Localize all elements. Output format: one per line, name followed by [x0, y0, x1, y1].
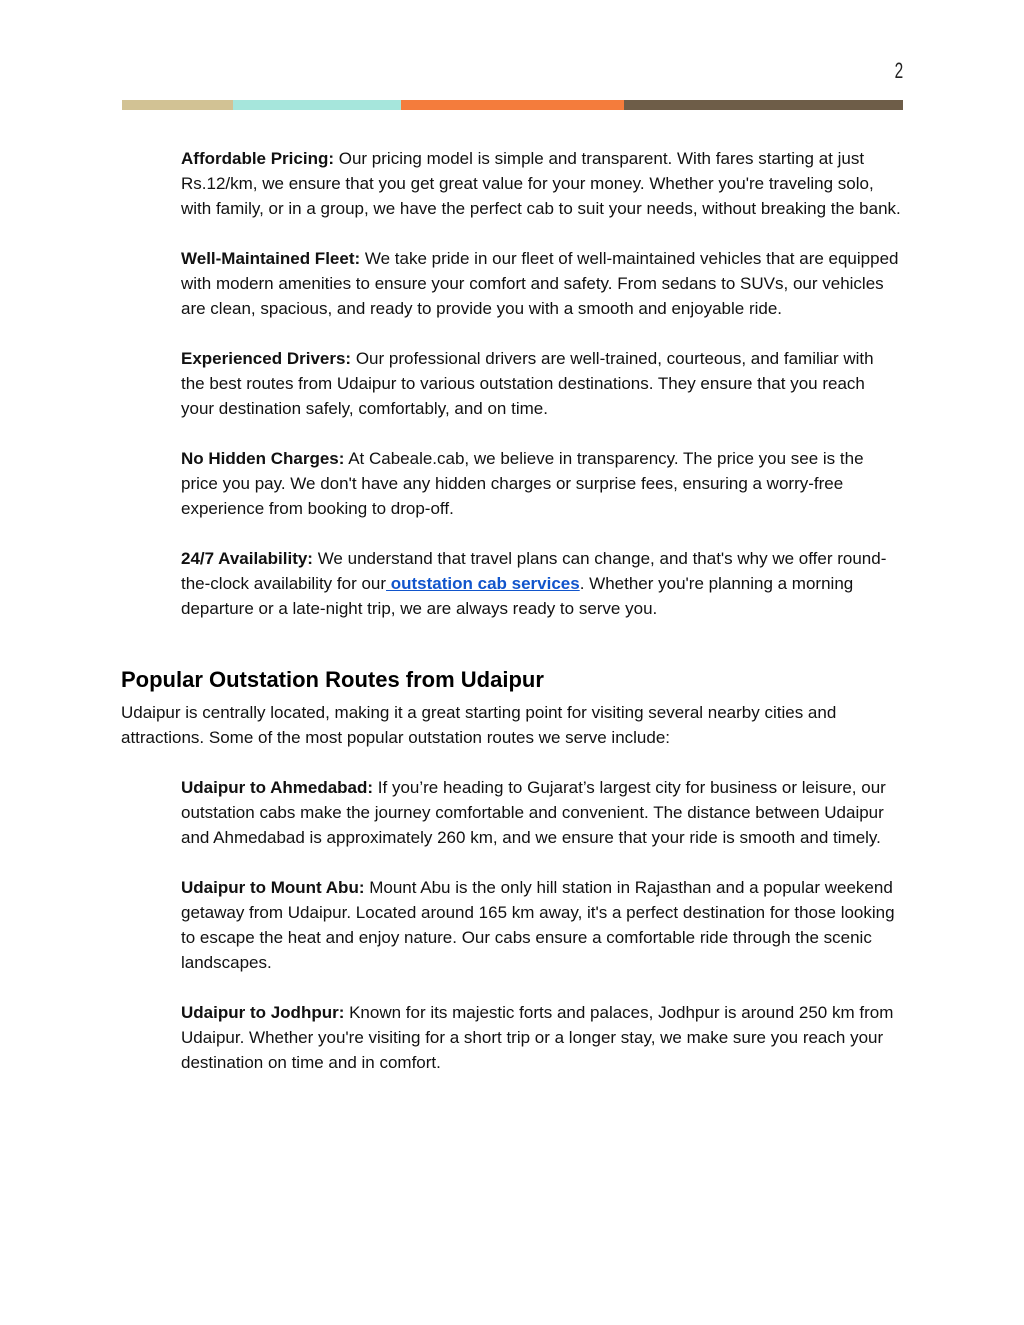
- feature-well-maintained-fleet: [181, 246, 901, 321]
- feature-text: We take pride in our fleet of well-maintained vehicles that are equipped with modern amenities to ensure your comfort and safety. From sedans to SUVs, our vehicles are clean, spacious, and ready to provide you with a smooth and enjoyable ride.: [181, 249, 899, 318]
- route-text: Known for its majestic forts and palaces, Jodhpur is around 250 km from Udaipur. Whether you're visiting for a short trip or a longer stay, we make sure you reach your destination on time and in comfort.: [181, 1003, 894, 1072]
- feature-experienced-drivers: [181, 346, 901, 421]
- feature-text: We understand that travel plans can change, and that's why we offer round-the-clock availability for our: [181, 549, 887, 593]
- feature-title: Well-Maintained Fleet:: [181, 249, 361, 268]
- routes-list: [121, 775, 901, 1075]
- outstation-cab-services-link[interactable]: outstation cab services: [386, 574, 580, 593]
- route-title: Udaipur to Jodhpur:: [181, 1003, 345, 1022]
- route-ahmedabad: [181, 775, 901, 850]
- section-intro: Udaipur is centrally located, making it a great starting point for visiting several nearby cities and attractions. Some of the most popular outstation routes we serve include:: [121, 703, 837, 747]
- section-heading: Popular Outstation Routes from Udaipur: [121, 667, 544, 692]
- route-mount-abu: [181, 875, 901, 975]
- route-text: Mount Abu is the only hill station in Rajasthan and a popular weekend getaway from Udaipur. Located around 165 km away, it's a perfect destination for those looking to escape the heat and enjoy nature. Our cabs ensure a comfortable ride through the scenic landscapes.: [181, 878, 895, 972]
- stripe-segment-orange: [401, 100, 624, 110]
- stripe-segment-aqua: [233, 100, 401, 110]
- feature-title: Experienced Drivers:: [181, 349, 352, 368]
- feature-text: At Cabeale.cab, we believe in transparency. The price you see is the price you pay. We don't have any hidden charges or surprise fees, ensuring a worry-free experience from booking to drop-off.: [181, 449, 864, 518]
- feature-text: Our professional drivers are well-trained, courteous, and familiar with the best routes from Udaipur to various outstation destinations. They ensure that you reach your destination safely, comfortably, and on time.: [181, 349, 874, 418]
- stripe-segment-brown: [624, 100, 903, 110]
- route-jodhpur: [181, 1000, 901, 1075]
- document-body: [121, 146, 901, 1100]
- route-title: Udaipur to Ahmedabad:: [181, 778, 374, 797]
- features-list: [121, 146, 901, 621]
- feature-title: Affordable Pricing:: [181, 149, 335, 168]
- feature-text-after: . Whether you're planning a morning departure or a late-night trip, we are always ready to serve you.: [181, 574, 854, 618]
- route-text: If you’re heading to Gujarat’s largest city for business or leisure, our outstation cabs make the journey comfortable and convenient. The distance between Udaipur and Ahmedabad is approximately 260 km, and we ensure that your ride is smooth and timely.: [181, 778, 886, 847]
- feature-title: No Hidden Charges:: [181, 449, 345, 468]
- feature-text: Our pricing model is simple and transparent. With fares starting at just Rs.12/km, we ensure that you get great value for your money. Whether you're traveling solo, with family, or in a group, we have the perfect cab to suit your needs, without breaking the bank.: [181, 149, 901, 218]
- page-number: 2: [894, 58, 903, 83]
- feature-availability: [181, 546, 901, 621]
- feature-affordable-pricing: [181, 146, 901, 221]
- feature-title: 24/7 Availability:: [181, 549, 313, 568]
- decorative-stripe-bar: [122, 100, 903, 110]
- route-title: Udaipur to Mount Abu:: [181, 878, 365, 897]
- feature-no-hidden-charges: [181, 446, 901, 521]
- stripe-segment-tan: [122, 100, 233, 110]
